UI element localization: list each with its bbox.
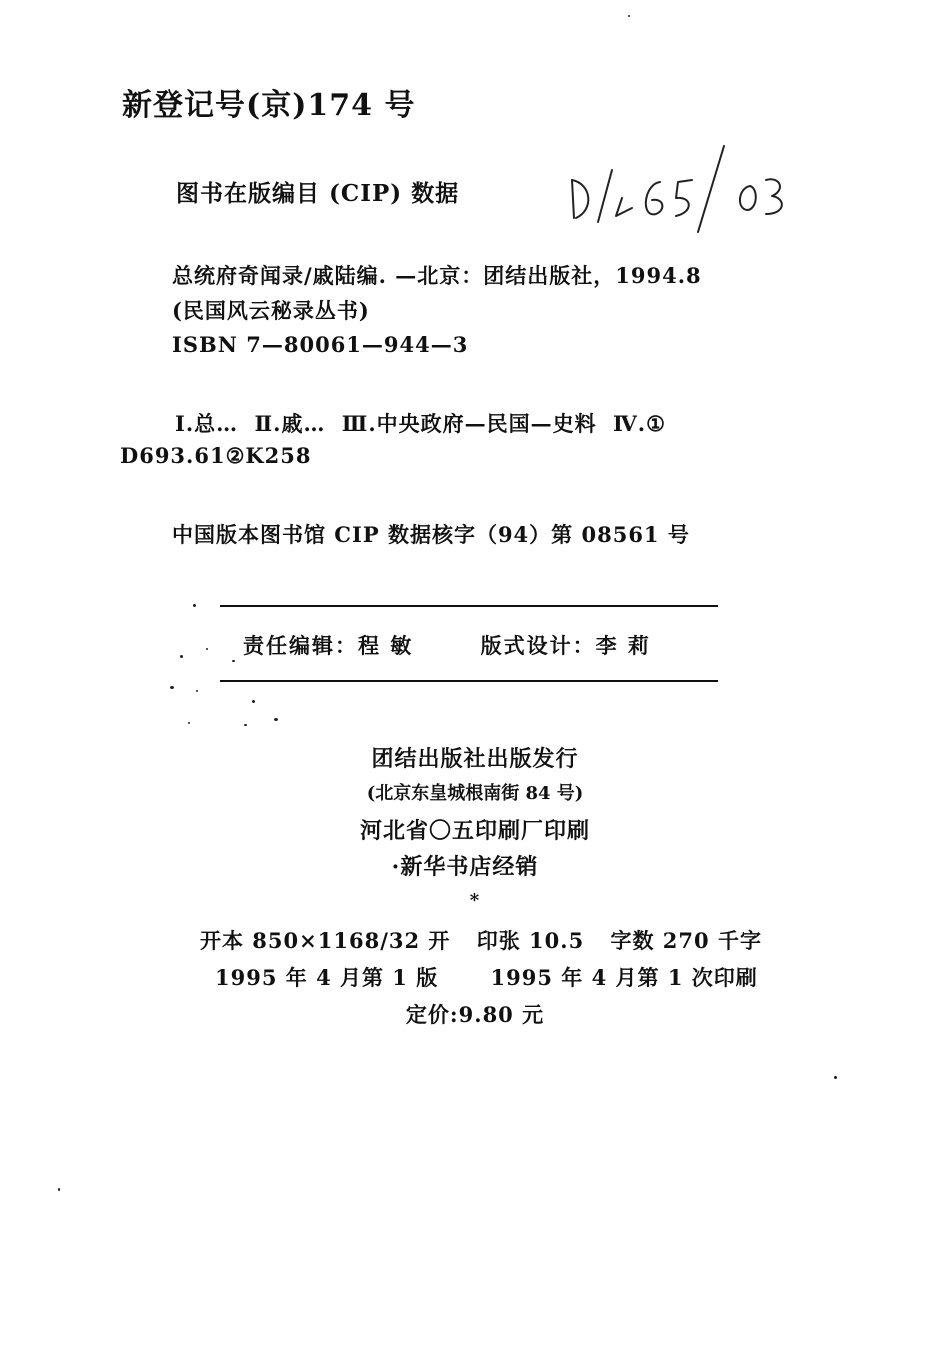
publisher-line1: 团结出版社出版发行 [371,746,579,772]
editor-name: ：程 敏 [335,633,414,658]
cip-title: 图书在版编目 (CIP) 数据 [176,180,460,207]
cip-isbn: ISBN 7—80061—944—3 [172,332,469,357]
specs-line1 [200,925,762,955]
cip-verification: 中国版本图书馆 CIP 数据核字（94）第 08561 号 [172,522,690,547]
printing-spec: 1995 年 4 月第 1 次印刷 [490,965,758,990]
cip-record-line1: 总统府奇闻录/戚陆编. —北京：团结出版社，1994.8 [172,263,702,288]
words-spec: 字数 270 千字 [610,928,762,953]
designer-name: ：李 莉 [572,633,651,658]
rule-top [220,605,718,607]
rule-bottom [220,680,718,682]
separator-asterisk: * [469,890,481,911]
distributor-line: ·新华书店经销 [391,854,539,880]
editor-label: 责任编辑 [243,633,335,658]
format-spec: 开本 850×1168/32 开 [200,928,451,953]
price: 定价:9.80 元 [405,1002,545,1027]
cip-subject-line: I.总… Ⅱ.戚… Ⅲ.中央政府—民国—史料 Ⅳ.① [175,411,666,436]
printer-line: 河北省〇五印刷厂印刷 [359,818,590,844]
specs-line2 [215,962,758,992]
sheets-spec: 印张 10.5 [476,928,585,953]
registration-number: 新登记号(京)174 号 [122,88,416,123]
publisher-address: (北京东皇城根南街 84 号) [366,783,584,804]
cip-class-line: D693.61②K258 [120,443,312,468]
designer-label: 版式设计 [480,633,573,658]
handwritten-note [560,140,800,235]
cip-record-line2: (民国风云秘录丛书) [172,298,370,323]
credits-line [243,630,651,660]
edition-spec: 1995 年 4 月第 1 版 [215,965,439,990]
